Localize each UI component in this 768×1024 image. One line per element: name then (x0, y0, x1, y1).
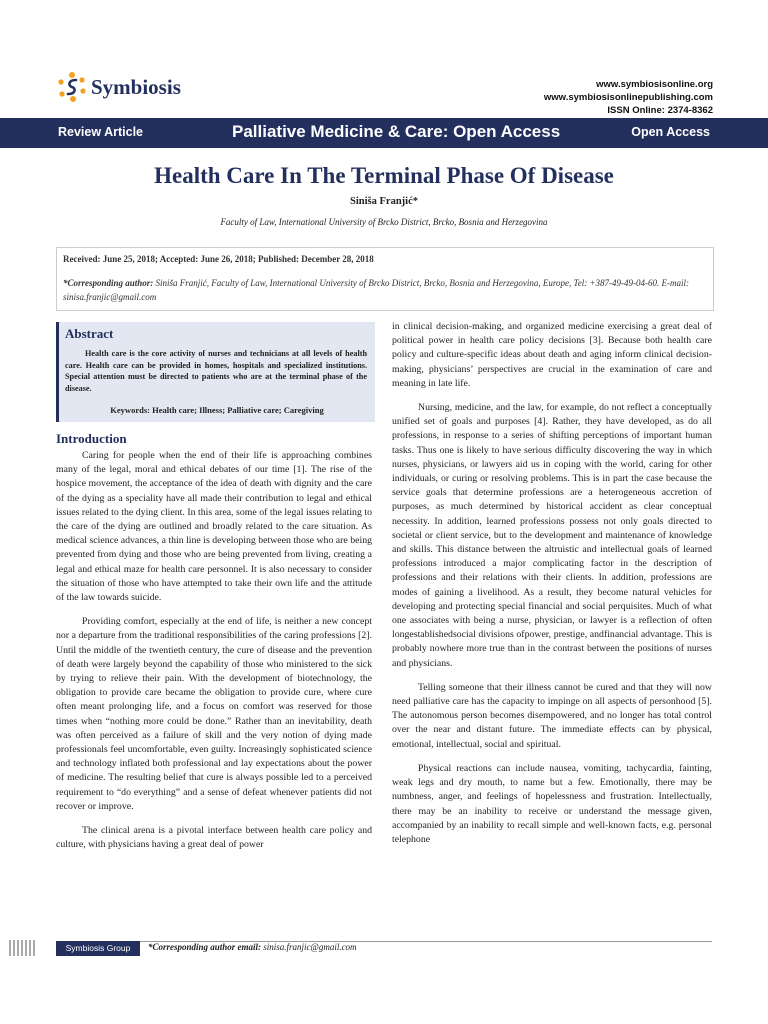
abstract-box (56, 322, 375, 422)
paragraph: Nursing, medicine, and the law, for example, do not reflect a conceptually unified set of goals and purposes [4]. Rather, they have developed, as do all professions, in response to a series of shifting perceptions of important human tasks. Thus one is likely to have serious difficulty discovering the way in which nurses, physicians, or lawyers aid us in coping with the world, caring for other individuals, or curing or resolving problems. This is in part the case because the service goals that determine professions are a heterogeneous accretion of purposes, as much determined by historical accident as clear conceptual necessity. In addition, learned professions possess not only goals directed to societal or client service, but to the development and maintenance of knowledge and skills. This distance between the altruistic and intellectual goals of learned professions introduced a major complicating factor in the description of professions and their relations with their clients. In addition, professions are modes of gaining a livelihood. As a result, they become natural vehicles for developing and protecting special financial and social perquisites. Much of what one associates with being a nurse, physician, or lawyer is a reflection of often longestablishedsocial divisions ofpower, prestige, andfinancial advantage. This is probably nowhere more true than in the contrast between the positions of nurses and physicians. (392, 402, 712, 669)
paragraph: The clinical arena is a pivotal interface between health care policy and culture, with physicians having a great deal of power (56, 825, 372, 851)
keywords: Keywords: Health care; Illness; Palliative care; Caregiving (110, 405, 324, 415)
body-column-right (392, 320, 712, 920)
footer-corresponding-email (148, 942, 357, 952)
paragraph: Caring for people when the end of their life is approaching combines many of the legal, moral and ethical debates of our time [1]. The rise of the hospice movement, the acceptance of the idea of death with dignity and the care of the dying as a speciality have all made their contribution to legal and ethical issues related to the dying client. In this area, some of the legal issues relating to the care of the dying are outlined and broadly related to the care situation. As medical science advances, a thin line is developing between those who are being prevented from dying and those who are being prevented from living, creating a legal and ethical maze for health care personnel. It is also necessary to consider the situation of those who have attempted to take their own life and the attitude of the law towards suicide. (56, 450, 372, 604)
corresponding-author-info (63, 276, 708, 304)
abstract-text: Health care is the core activity of nurses and technicians at all levels of health care. Health care can be provided in homes, hospitals and specialized institutions. Special attention must be directed to patients who are at the terminal phase of the disease. (65, 349, 367, 393)
access-label: Open Access (631, 125, 710, 139)
paragraph: Physical reactions can include nausea, vomiting, tachycardia, fainting, weak legs and dry mouth, to name but a few. Emotionally, there may be numbness, anger, and feelings of hopelessness and frustration. Intellectually, there may be an inability to receive or understand the message given, accompanied by an inability to recall simple and well-known facts, e.g. personal telephone (392, 762, 712, 845)
corresponding-author-label: *Corresponding author: (63, 278, 154, 288)
footer-tick-marks (0, 940, 40, 956)
introduction-heading: Introduction (56, 431, 127, 446)
article-info-box (56, 247, 714, 311)
footer-email-label: *Corresponding author email: (148, 942, 262, 952)
header-links (544, 78, 713, 117)
abstract-heading: Abstract (65, 326, 114, 341)
article-type: Review Article (58, 125, 143, 139)
brand-name: Symbiosis (91, 74, 181, 99)
issn-text: ISSN Online: 2374-8362 (607, 105, 713, 116)
website-link[interactable]: www.symbiosisonline.org (596, 79, 713, 90)
footer-email-link[interactable]: sinisa.franjic@gmail.com (261, 942, 357, 952)
paragraph: Telling someone that their illness cannot be cured and that they will now need palliative care has the capacity to impinge on all aspects of personhood [5]. The autonomous person becomes disempowered, and no longer has total control over the near and distant future. The immediate effects can by physical, emotional, intellectual, social and spiritual. (392, 681, 712, 750)
publishing-website-link[interactable]: www.symbiosisonlinepublishing.com (543, 92, 713, 103)
article-title: Health Care In The Terminal Phase Of Disease (154, 163, 614, 188)
author-affiliation: Faculty of Law, International University of Brcko District, Brcko, Bosnia and Herzegovina (220, 217, 548, 227)
journal-banner (0, 118, 768, 148)
corresponding-author-details: Siniša Franjić, Faculty of Law, International University of Brcko District, Brcko, Bosnia and Herzegovina, Europe, Tel: +387-49-49-04-60. E-mail: sinisa.franjic@gmail.com (63, 278, 690, 302)
journal-name: Palliative Medicine & Care: Open Access (232, 122, 561, 141)
paragraph: Providing comfort, especially at the end of life, is neither a new concept nor a departure from the traditional responsibilities of the caring professions [2]. Until the middle of the twentieth century, the cure of disease and the prevention of death were largely beyond the capability of those who ministered to the sick by trying to relieve their pain. With the development of biotechnology, the obligation to provide care became the obligation to provide cure, where cure often meant prolonging life, and a focus on comfort was reserved for those times when “nothing more could be done.” Rather than an inevitability, death was often perceived as a failure of skill and the very notion of dying made professionals feel uncomfortable, even guilty. Increasingly sophisticated science and technology inflated both professional and lay expectations about the power of medicine. The resulting belief that cure is always possible led to a perceived requirement to “do everything” and a sense of defeat whenever patients did not recover or improve. (56, 616, 372, 812)
article-author: Siniša Franjić* (350, 196, 418, 207)
footer-publisher-tag: Symbiosis Group (56, 941, 140, 956)
publication-dates: Received: June 25, 2018; Accepted: June 26, 2018; Published: December 28, 2018 (63, 254, 374, 264)
paragraph: in clinical decision-making, and organized medicine exercising a great deal of political power in health care policy decisions [3]. Because both health care policy and culture-specific ideas about death and aging inform clinical decision-making, physicians’ perspectives are crucial in the examination of care and meaning in late life. (392, 321, 712, 389)
body-column-left (56, 449, 372, 919)
symbiosis-logo-icon (56, 70, 88, 104)
symbiosis-logo[interactable] (56, 70, 181, 104)
